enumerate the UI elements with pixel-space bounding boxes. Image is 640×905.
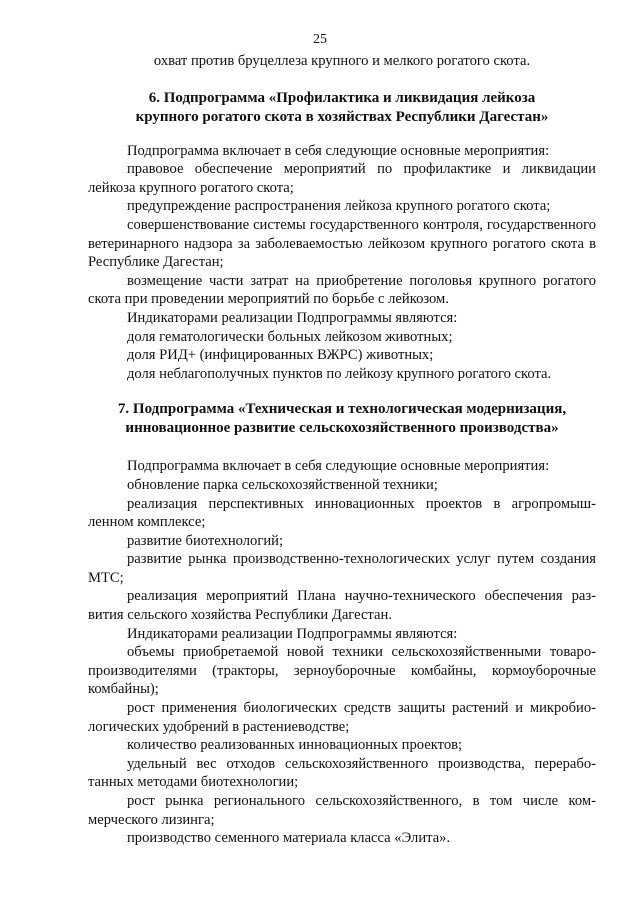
section-7-paragraph: объемы приобретаемой новой техники сельскохозяйственными товаропроизводителями (тракторы, зерноуборочные комбайны, кормоуборочные комбайны); [88, 644, 596, 698]
section-7-heading [88, 400, 596, 438]
section-7-paragraph: производство семенного материала класса «Элита». [127, 830, 451, 847]
section-6-paragraph: Индикаторами реализации Подпрограммы являются: [127, 309, 458, 326]
section-6-paragraph: Подпрограмма включает в себя следующие основные мероприятия: [127, 142, 550, 159]
section-6-paragraph: доля неблагополучных пунктов по лейкозу крупного рогатого скота. [127, 365, 552, 382]
page-content [88, 52, 596, 848]
section-7-paragraph: Индикаторами реализации Подпрограммы являются: [127, 625, 458, 642]
section-6-paragraph: доля гематологически больных лейкозом животных; [127, 328, 453, 345]
section-7-paragraph: развитие рынка производственно-технологических услуг путем создания МТС; [88, 551, 596, 586]
section-7-heading-line-2: инновационное развитие сельскохозяйственного производства» [125, 420, 559, 437]
section-7-paragraph: рост рынка регионального сельскохозяйственного, в том числе коммерческого лизинга; [88, 793, 596, 828]
section-6-paragraph: возмещение части затрат на приобретение поголовья крупного рогатого скота при проведении мероприятий по борьбе с лейкозом. [88, 272, 596, 308]
page-number: 25 [313, 32, 327, 47]
section-6-paragraph: совершенствование системы государственного контроля, государственного ветеринарного надзора за заболеваемостью лейкозом крупного рогатого скота в Республике Дагестан; [88, 216, 596, 271]
section-7-paragraph: развитие биотехнологий; [127, 532, 284, 549]
section-6-paragraph: доля РИД+ (инфицированных ВЖРС) животных; [127, 347, 434, 364]
section-6-body [88, 142, 596, 384]
section-6-paragraph: предупреждение распространения лейкоза крупного рогатого скота; [127, 198, 551, 215]
section-6-heading-line-2: крупного рогатого скота в хозяйствах Республики Дагестан» [135, 108, 549, 125]
section-7-paragraph: количество реализованных инновационных проектов; [127, 737, 463, 754]
section-7-paragraph: рост применения биологических средств защиты растений и микробиологических удобрений в растениеводстве; [88, 700, 596, 735]
section-6-heading-line-1: 6. Подпрограмма «Профилактика и ликвидация лейкоза [148, 89, 536, 106]
section-6-heading [88, 89, 596, 127]
section-7-paragraph: обновление парка сельскохозяйственной техники; [127, 476, 438, 493]
section-7-paragraph: удельный вес отходов сельскохозяйственного производства, переработанных методами биотехнологии; [88, 755, 596, 791]
section-7-body [88, 457, 596, 847]
section-7-paragraph: Подпрограмма включает в себя следующие основные мероприятия: [127, 458, 550, 475]
section-7-heading-line-1: 7. Подпрограмма «Техническая и технологическая модернизация, [117, 401, 567, 418]
section-6-paragraph: правовое обеспечение мероприятий по профилактике и ликвидации лейкоза крупного рогатого скота; [88, 161, 596, 196]
intro-line: охват против бруцеллеза крупного и мелкого рогатого скота. [153, 53, 531, 69]
section-7-paragraph: реализация перспективных инновационных проектов в агропромышленном комплексе; [88, 495, 596, 531]
section-7-paragraph: реализация мероприятий Плана научно-технического обеспечения развития сельского хозяйства Республики Дагестан. [88, 588, 596, 624]
